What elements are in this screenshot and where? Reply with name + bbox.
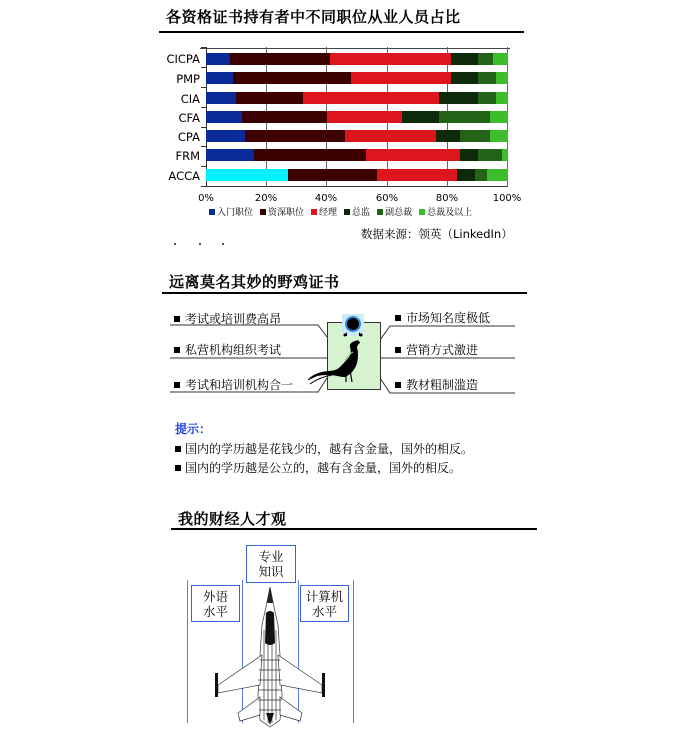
right-item [395,341,478,358]
fake-cert-section-title: 远离莫名其妙的野鸡证书 [169,273,340,291]
chart-section-title: 各资格证书持有者中不同职位从业人员占比 [166,8,461,26]
y-label: ACCA [168,169,200,183]
skill-text: 外语 [202,589,228,604]
legend-label: 副总裁 [385,208,413,218]
bullet-square-icon [395,382,401,388]
divider-line [187,580,188,723]
item-text: 考试和培训机构合一 [185,378,294,392]
tips-title: 提示： [175,422,212,436]
left-item [174,341,281,358]
bullet-square-icon [174,347,180,353]
tip-item [175,459,461,476]
legend-label: 入门职位 [217,208,254,218]
item-text: 考试或培训费高昂 [185,312,282,326]
item-text: 私营机构组织考试 [185,343,282,357]
item-text: 教材粗制滥造 [406,378,479,392]
x-tick-label: 80% [435,193,459,204]
bullet-square-icon [175,465,181,471]
skill-text: 计算机 [305,589,344,604]
left-item [174,376,293,393]
x-tick-label: 60% [375,193,399,204]
y-label: CIA [180,92,200,106]
tip-text: 国内的学历越是公立的，越有含金量，国外的相反。 [185,461,462,475]
talent-section-title: 我的财经人才观 [178,510,287,528]
bullet-square-icon [174,382,180,388]
y-label: CPA [177,130,200,144]
right-item [395,376,478,393]
bullet-square-icon [395,315,401,321]
pheasant-icon [300,308,390,393]
skill-text: 专业 [258,549,284,564]
x-tick-label: 0% [198,193,214,204]
divider-line [353,580,354,723]
legend-label: 资深职位 [268,208,305,218]
bullet-square-icon [175,446,181,452]
skill-text: 知识 [258,564,284,579]
y-label: CFA [178,111,200,125]
legend-label: 总监 [352,208,371,218]
skill-text: 水平 [202,604,228,619]
item-text: 营销方式激进 [406,343,479,357]
fighter-jet-icon [210,585,330,730]
y-label: PMP [176,72,200,86]
legend-label: 经理 [319,208,338,218]
y-label: FRM [175,149,200,163]
left-item [174,310,281,327]
skill-professional-knowledge [246,545,296,583]
x-tick-label: 100% [492,193,522,204]
bullet-square-icon [395,347,401,353]
bullet-square-icon [174,316,180,322]
skill-text: 水平 [311,604,337,619]
x-tick-label: 20% [254,193,278,204]
x-tick-label: 40% [314,193,338,204]
item-text: 市场知名度极低 [406,311,491,325]
right-item [395,309,490,326]
tip-item [175,440,473,457]
y-label: CICPA [166,52,200,66]
tip-text: 国内的学历越是花钱少的，越有含金量，国外的相反。 [185,442,474,456]
title-rule [171,528,537,530]
data-source: 数据来源：领英（LinkedIn） [361,227,513,241]
legend-label: 总裁及以上 [427,208,473,218]
